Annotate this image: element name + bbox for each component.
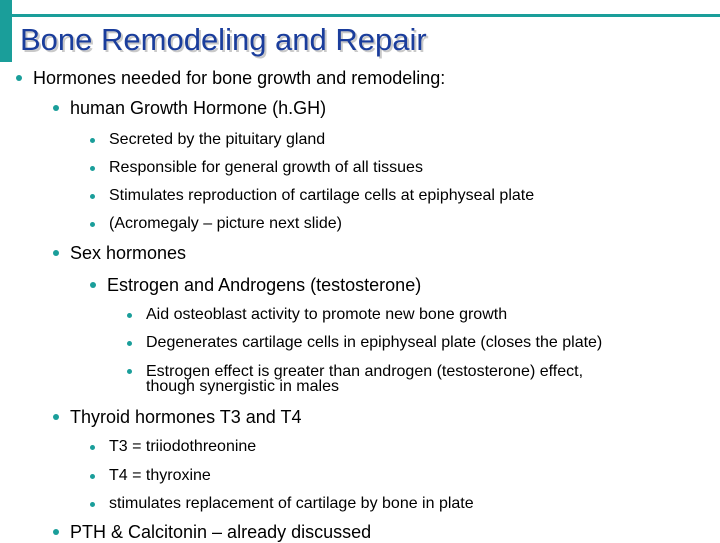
bullet-hormones (16, 68, 445, 89)
bullet-osteoblast (127, 306, 507, 324)
bullet-t3 (90, 438, 256, 456)
bullet-dot-icon (127, 313, 132, 318)
title-accent-bar (0, 0, 12, 62)
bullet-text: Stimulates reproduction of cartilage cells at epiphyseal plate (109, 187, 535, 204)
title-top-rule (12, 14, 720, 17)
bullet-estrogen-effect (127, 364, 583, 394)
bullet-growth-hormone (53, 98, 326, 119)
bullet-dot-icon (53, 105, 59, 111)
bullet-text: PTH & Calcitonin – already discussed (70, 522, 372, 542)
bullet-text: stimulates replacement of cartilage by bone in plate (109, 495, 474, 512)
bullet-degenerates-cartilage (127, 334, 602, 352)
bullet-text-line-2: though synergistic in males (146, 378, 339, 395)
bullet-text: Secreted by the pituitary gland (109, 131, 326, 148)
bullet-dot-icon (16, 75, 22, 81)
bullet-dot-icon (90, 474, 95, 479)
bullet-dot-icon (53, 529, 59, 535)
bullet-dot-icon (90, 222, 95, 227)
bullet-text: (Acromegaly – picture next slide) (109, 215, 342, 232)
bullet-t4 (90, 467, 211, 485)
bullet-dot-icon (127, 341, 132, 346)
bullet-text: Thyroid hormones T3 and T4 (70, 407, 302, 427)
bullet-text: Sex hormones (70, 243, 187, 263)
bullet-thyroid-hormones (53, 407, 301, 428)
bullet-text: Degenerates cartilage cells in epiphyseal plate (closes the plate) (146, 334, 603, 351)
bullet-estrogen-androgens (90, 275, 421, 296)
bullet-dot-icon (90, 166, 95, 171)
bullet-sex-hormones (53, 243, 186, 264)
bullet-dot-icon (90, 138, 95, 143)
bullet-general-growth (90, 159, 423, 177)
bullet-text: Hormones needed for bone growth and remodeling: (33, 68, 446, 88)
bullet-acromegaly (90, 215, 342, 233)
bullet-cartilage-reproduction (90, 187, 534, 205)
bullet-dot-icon (127, 369, 132, 374)
bullet-dot-icon (90, 282, 96, 288)
bullet-text: Aid osteoblast activity to promote new bone growth (146, 306, 508, 323)
bullet-dot-icon (53, 414, 59, 420)
bullet-text-block (146, 364, 583, 394)
bullet-text: Responsible for general growth of all tissues (109, 159, 423, 176)
bullet-dot-icon (90, 502, 95, 507)
bullet-dot-icon (53, 250, 59, 256)
bullet-text: T3 = triiodothreonine (109, 438, 257, 455)
bullet-text: human Growth Hormone (h.GH) (70, 98, 327, 118)
bullet-dot-icon (90, 445, 95, 450)
bullet-cartilage-replacement (90, 495, 474, 513)
bullet-text: Estrogen and Androgens (testosterone) (107, 275, 422, 295)
slide-title: Bone Remodeling and Repair (20, 22, 427, 57)
bullet-text-line-1: Estrogen effect is greater than androgen (testosterone) effect, (146, 363, 584, 380)
bullet-text: T4 = thyroxine (109, 467, 211, 484)
bullet-dot-icon (90, 194, 95, 199)
bullet-pituitary (90, 131, 325, 149)
